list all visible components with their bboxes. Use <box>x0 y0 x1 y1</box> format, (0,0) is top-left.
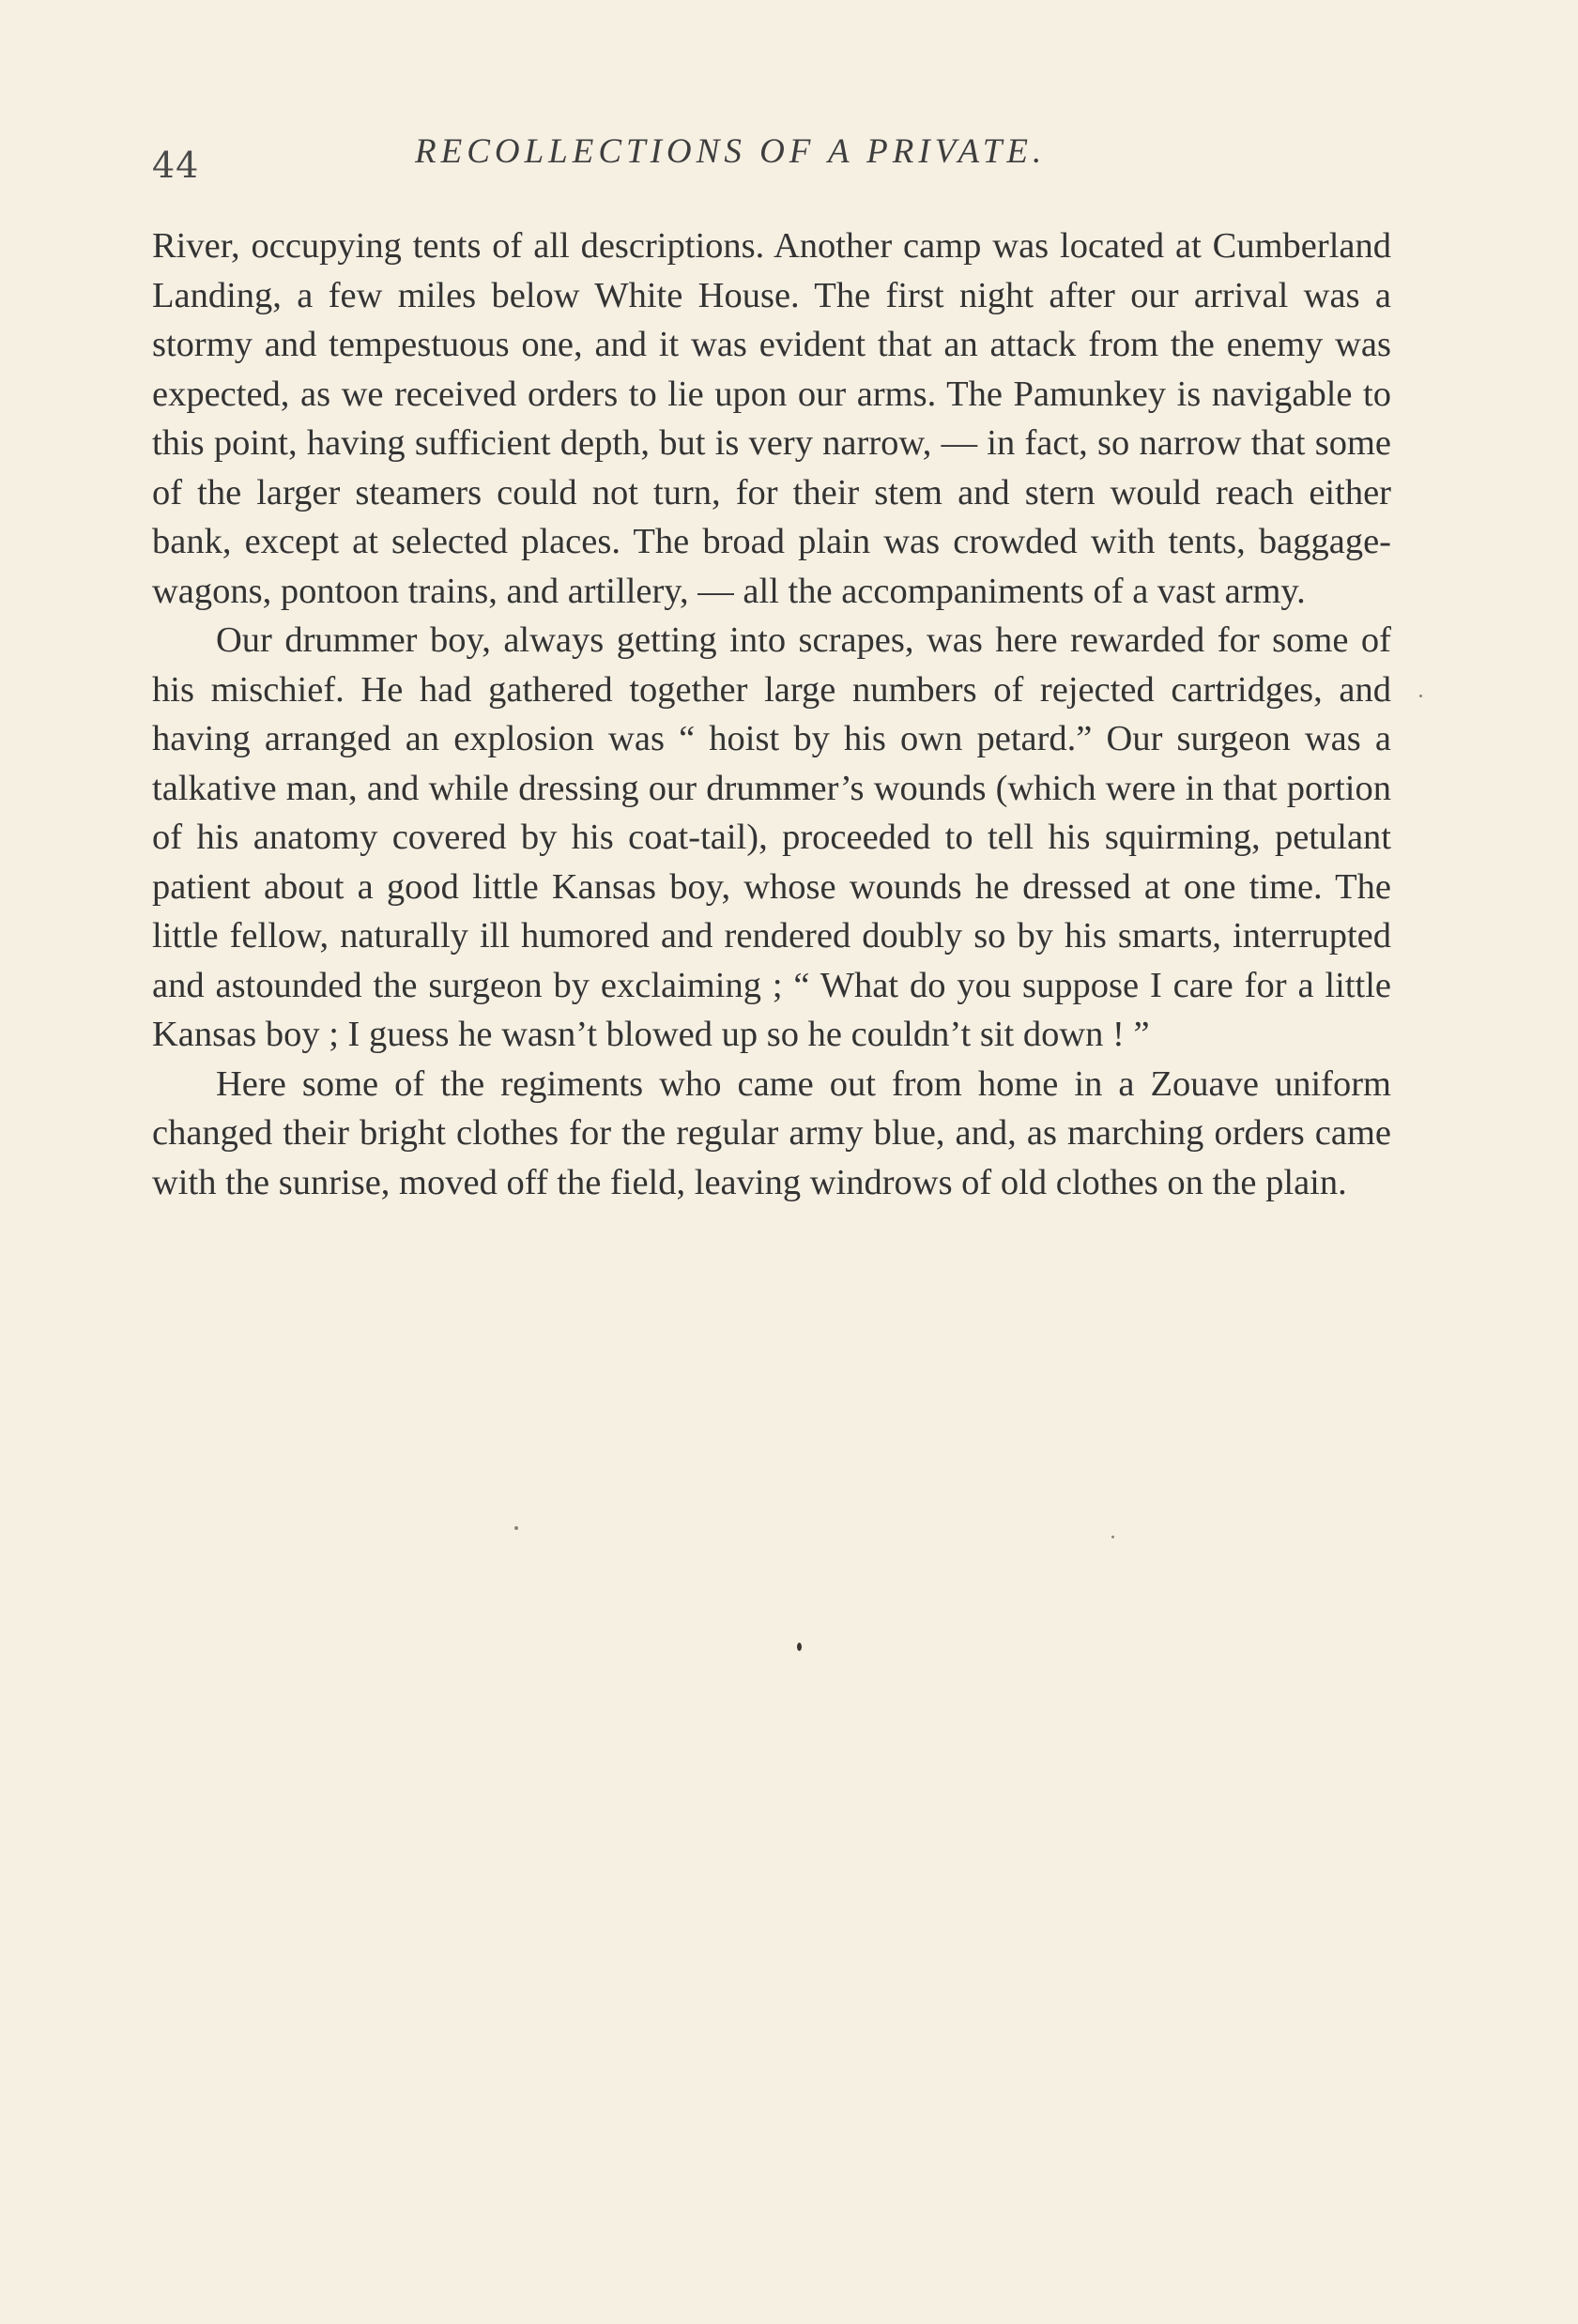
body-text <box>152 222 1391 1207</box>
paper-speck <box>797 1643 802 1651</box>
running-title: RECOLLECTIONS OF A PRIVATE. <box>415 132 1047 171</box>
paragraph-1: River, occupying tents of all descriptions. Another camp was located at Cumberland Landing, a few miles below White House. The first night after our arrival was a stormy and tempestuous one, and it was evident that an attack from the enemy was expected, as we received orders to lie upon our arms. The Pamunkey is navigable to this point, having sufficient depth, but is very narrow, — in fact, so narrow that some of the larger steamers could not turn, for their stem and stern would reach either bank, except at selected places. The broad plain was crowded with tents, baggage-wagons, pontoon trains, and artillery, — all the accompaniments of a vast army. <box>152 226 1391 611</box>
paper-speck <box>514 1526 518 1530</box>
paragraph-3: Here some of the regiments who came out from home in a Zouave uniform changed their bright clothes for the regular army blue, and, as marching orders came with the sunrise, moved off the field, leaving windrows of old clothes on the plain. <box>152 1063 1391 1202</box>
paragraph-2: Our drummer boy, always getting into scrapes, was here rewarded for some of his mischief. He had gathered together large numbers of rejected cartridges, and having arranged an explosion was “ hoist by his own petard.” Our surgeon was a talkative man, and while dressing our drummer’s wounds (which were in that portion of his anatomy covered by his coat-tail), proceeded to tell his squirming, petulant patient about a good little Kansas boy, whose wounds he dressed at one time. The little fellow, naturally ill humored and rendered doubly so by his smarts, interrupted and astounded the surgeon by exclaiming ; “ What do you suppose I care for a little Kansas boy ; I guess he wasn’t blowed up so he couldn’t sit down ! ” <box>152 620 1391 1054</box>
paper-speck <box>1419 695 1422 697</box>
page-header <box>152 131 1391 188</box>
page-number: 44 <box>152 145 200 186</box>
paper-speck <box>1111 1536 1114 1538</box>
